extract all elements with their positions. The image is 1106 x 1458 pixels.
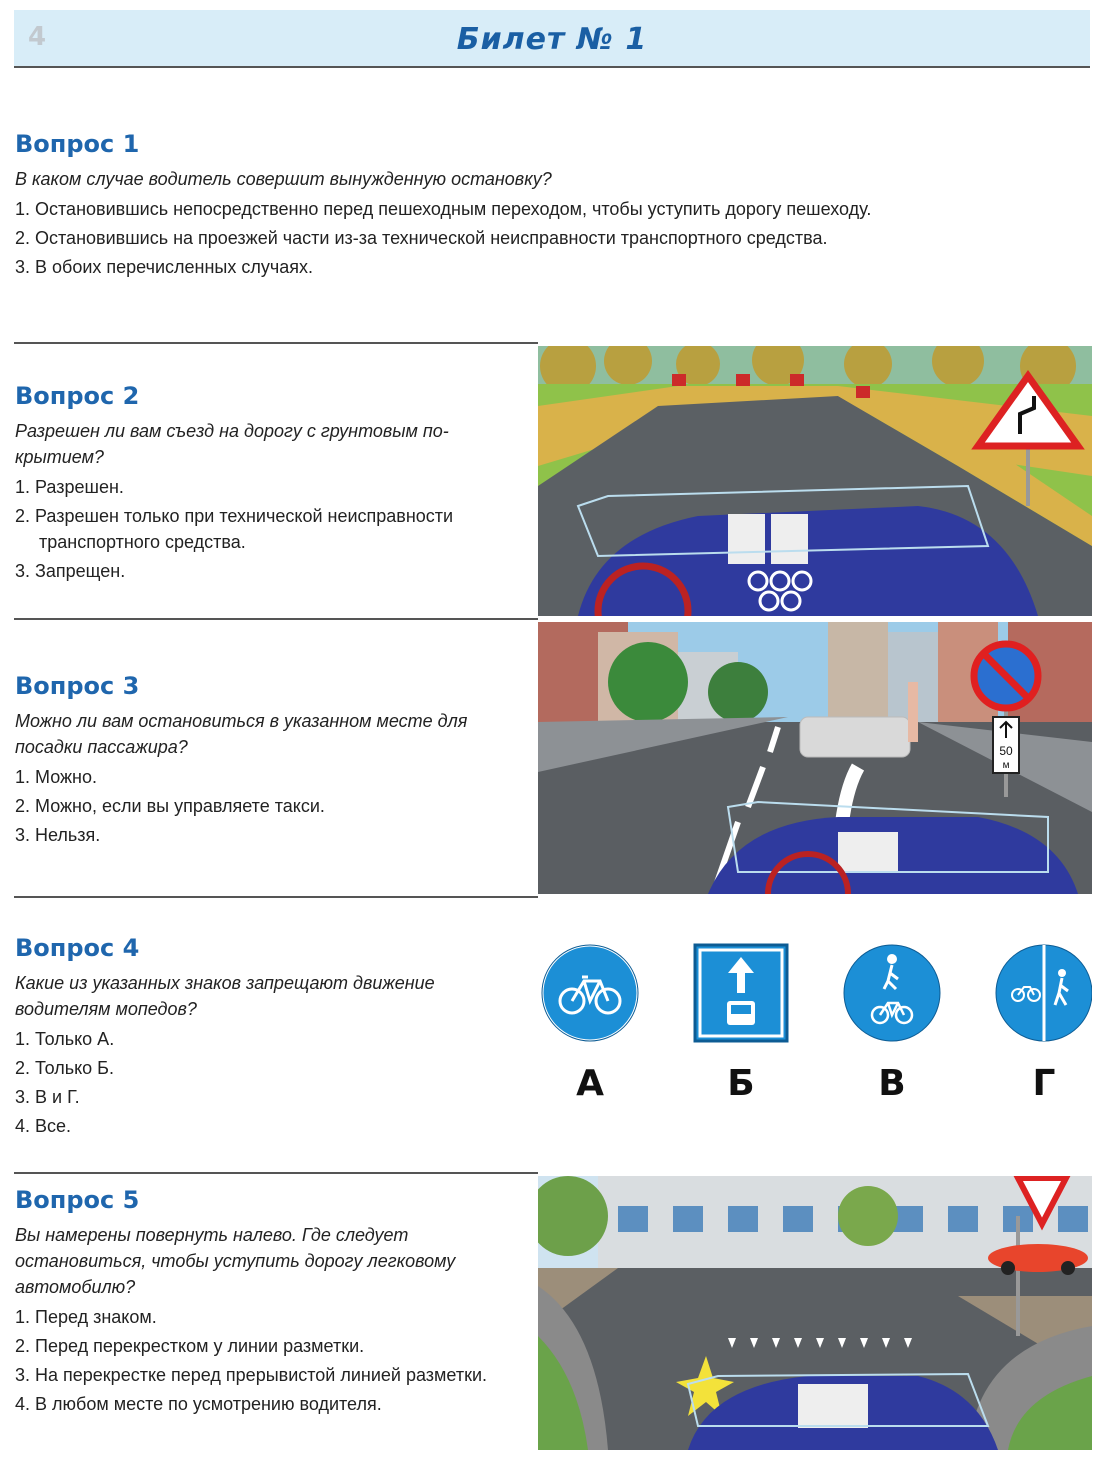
- sign-plate-distance: 50: [999, 744, 1013, 758]
- answer-option[interactable]: 1. Только А.: [15, 1029, 115, 1049]
- answer-option[interactable]: 3. Нельзя.: [15, 825, 101, 845]
- question-text: Разрешен ли вам съезд на дорогу с грунтовым по-крытием?: [15, 421, 449, 467]
- divider: [14, 342, 538, 344]
- question-text: Какие из указанных знаков запрещают движение водителям мопедов?: [15, 973, 435, 1019]
- answer-option[interactable]: 1. Остановившись непосредственно перед пешеходным переходом, чтобы уступить дорогу пешеходу.: [15, 199, 872, 219]
- answer-option[interactable]: 3. Запрещен.: [15, 561, 126, 581]
- answer-option[interactable]: 4. Все.: [15, 1116, 72, 1136]
- sign-label-b: Б: [727, 1063, 755, 1104]
- answer-list: [15, 474, 515, 584]
- split-path-sign-icon: [996, 945, 1092, 1041]
- answer-option[interactable]: 2. Разрешен только при технической неисправности транспортного средства.: [15, 506, 454, 552]
- bicycle-sign-icon: [542, 945, 638, 1041]
- answer-option[interactable]: 1. Перед знаком.: [15, 1307, 157, 1327]
- sign-label-g: Г: [1032, 1063, 1056, 1104]
- question-text: В каком случае водитель совершит вынужденную остановку?: [15, 169, 552, 189]
- question-title: Вопрос 5: [15, 1186, 140, 1214]
- answer-option[interactable]: 4. В любом месте по усмотрению водителя.: [15, 1394, 382, 1414]
- question-1: [15, 130, 1085, 283]
- answer-list: [15, 196, 1085, 280]
- road-scene-illustration-q2: [538, 346, 1092, 616]
- question-3: [15, 672, 515, 851]
- question-5: [15, 1186, 525, 1420]
- answer-option[interactable]: 3. На перекрестке перед прерывистой линией разметки.: [15, 1365, 488, 1385]
- sign-plate-unit: м: [1002, 760, 1010, 771]
- divider: [14, 1172, 538, 1174]
- answer-option[interactable]: 1. Можно.: [15, 767, 98, 787]
- answer-list: [15, 1304, 525, 1417]
- question-title: Вопрос 4: [15, 934, 140, 962]
- answer-option[interactable]: 3. В и Г.: [15, 1087, 80, 1107]
- question-title: Вопрос 2: [15, 382, 140, 410]
- answer-option[interactable]: 2. Остановившись на проезжей части из-за технической неисправности транспортного средства.: [15, 228, 828, 248]
- question-4: [15, 934, 515, 1142]
- divider: [14, 896, 538, 898]
- road-scene-illustration-q5: [538, 1176, 1092, 1450]
- answer-option[interactable]: 1. Разрешен.: [15, 477, 124, 497]
- divider: [14, 618, 538, 620]
- answer-option[interactable]: 2. Только Б.: [15, 1058, 114, 1078]
- question-title: Вопрос 1: [15, 130, 140, 158]
- answer-option[interactable]: 3. В обоих перечисленных случаях.: [15, 257, 313, 277]
- answer-option[interactable]: 2. Можно, если вы управляете такси.: [15, 796, 325, 816]
- road-signs-panel: [538, 935, 1092, 1110]
- answer-list: [15, 764, 515, 848]
- question-text: Вы намерены повернуть налево. Где следует остановиться, чтобы уступить дорогу легковому автомобилю?: [15, 1225, 456, 1297]
- answer-list: [15, 1026, 515, 1139]
- sign-label-v: В: [878, 1063, 906, 1104]
- question-title: Вопрос 3: [15, 672, 140, 700]
- ticket-title: Билет № 1: [456, 22, 648, 57]
- question-2: [15, 382, 515, 587]
- sign-label-a: А: [576, 1063, 604, 1104]
- bus-lane-sign-icon: [695, 945, 787, 1041]
- answer-option[interactable]: 2. Перед перекрестком у линии разметки.: [15, 1336, 365, 1356]
- page-number: 4: [28, 22, 47, 52]
- page-header: [14, 10, 1090, 68]
- question-text: Можно ли вам остановиться в указанном месте для посадки пассажира?: [15, 711, 468, 757]
- pedestrian-bicycle-sign-icon: [844, 945, 940, 1041]
- road-scene-illustration-q3: [538, 622, 1092, 894]
